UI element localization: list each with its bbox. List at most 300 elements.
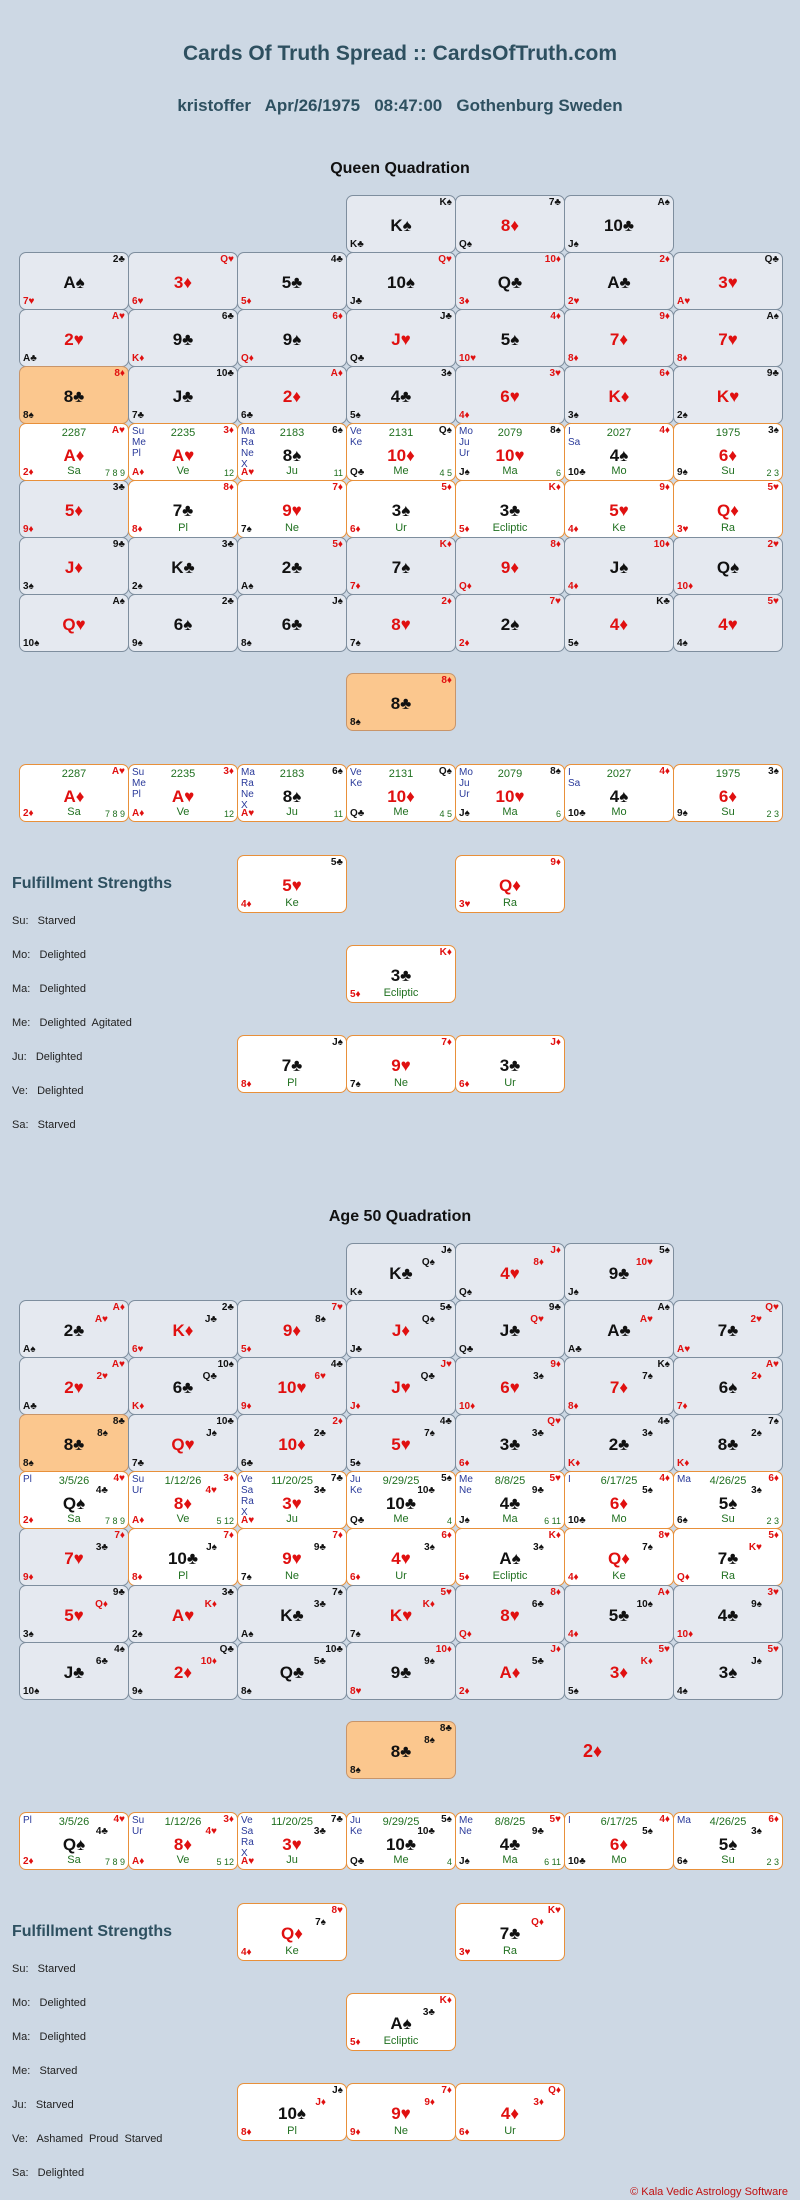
card-cell[interactable] (128, 1812, 238, 1870)
card-cell[interactable] (128, 1300, 238, 1358)
card-cell[interactable] (564, 1243, 674, 1301)
card-cell[interactable] (455, 309, 565, 367)
card-cell[interactable] (346, 1812, 456, 1870)
year-label: 6/17/25 (600, 1475, 638, 1487)
planet-label: Sa (67, 465, 81, 477)
card-cell[interactable] (455, 764, 565, 822)
card-name: 8♦ (173, 1835, 193, 1854)
card-cell[interactable] (346, 764, 456, 822)
corner-card: 10♦ (200, 1656, 217, 1667)
card-cell[interactable] (346, 2083, 456, 2141)
card-cell[interactable] (564, 1357, 674, 1415)
card-name: Q♦ (499, 876, 521, 895)
card-name: A♠ (499, 1549, 521, 1568)
corner-card: 4♥ (205, 1826, 217, 1837)
card-cell[interactable] (346, 1300, 456, 1358)
corner-card: 5♦ (350, 989, 361, 1000)
planet-label: Ur (395, 522, 407, 534)
card-cell[interactable] (455, 1642, 565, 1700)
planet-label: Ve (176, 465, 190, 477)
corner-card: 10♥ (635, 1257, 653, 1268)
corner-card: J♠ (459, 808, 470, 819)
card-cell[interactable] (346, 1642, 456, 1700)
card-cell[interactable] (237, 1471, 347, 1529)
corner-card: Q♠ (438, 425, 452, 436)
card-cell[interactable] (455, 1357, 565, 1415)
card-cell[interactable] (455, 1585, 565, 1643)
corner-card: 4♥ (113, 1814, 125, 1825)
card-cell[interactable] (673, 1414, 783, 1472)
corner-card: Q♦ (677, 1572, 690, 1583)
card-cell[interactable] (19, 1642, 129, 1700)
card-cell[interactable] (564, 309, 674, 367)
card-name: 7♠ (391, 558, 411, 577)
planet-label: Ju (286, 1513, 298, 1525)
card-cell[interactable] (673, 1471, 783, 1529)
queen-quadration-title: Queen Quadration (330, 160, 470, 177)
card-name: 2♥ (64, 330, 84, 349)
card-cell[interactable] (19, 1471, 129, 1529)
card-cell[interactable] (455, 537, 565, 595)
card-cell[interactable] (564, 1812, 674, 1870)
card-cell[interactable] (455, 1035, 565, 1093)
card-name: 8♣ (717, 1435, 739, 1454)
ruling-planets: Ma Ra Ne X (241, 767, 255, 811)
corner-card: 8♠ (350, 717, 361, 728)
card-cell[interactable] (455, 1812, 565, 1870)
fulfillment-row: Mo: Delighted (12, 949, 86, 961)
card-cell[interactable] (673, 1585, 783, 1643)
card-cell[interactable] (455, 2083, 565, 2141)
card-name: 3♣ (390, 966, 412, 985)
corner-card: 3♠ (23, 1629, 34, 1640)
ruling-planets: Ma (677, 1815, 691, 1826)
corner-card: J♠ (332, 2085, 343, 2096)
card-cell[interactable] (673, 309, 783, 367)
extra-card: 2♦ (583, 1741, 603, 1761)
corner-card: 7♦ (350, 581, 361, 592)
planet-label: Ke (285, 1945, 299, 1957)
planet-label: Ne (393, 2125, 409, 2137)
card-cell[interactable] (564, 1300, 674, 1358)
card-cell[interactable] (455, 1528, 565, 1586)
card-cell[interactable] (19, 480, 129, 538)
card-name: 5♥ (609, 501, 629, 520)
corner-card: 4♦ (459, 410, 470, 421)
card-name: 5♣ (608, 1606, 630, 1625)
corner-card: Q♠ (459, 239, 473, 250)
card-cell[interactable] (237, 1528, 347, 1586)
card-name: 4♠ (609, 446, 629, 465)
card-cell[interactable] (128, 1642, 238, 1700)
card-cell[interactable] (237, 764, 347, 822)
corner-card: 3♣ (313, 1485, 326, 1496)
card-cell[interactable] (455, 252, 565, 310)
card-cell[interactable] (128, 764, 238, 822)
corner-card: 7♣ (132, 1458, 145, 1469)
corner-card: J♠ (751, 1656, 762, 1667)
card-name: Q♠ (62, 1835, 86, 1854)
fulfillment-row: Ju: Starved (12, 2099, 74, 2111)
age-label: 4 5 (439, 468, 452, 478)
card-cell[interactable] (564, 594, 674, 652)
card-name: 4♣ (390, 387, 412, 406)
card-cell[interactable] (346, 945, 456, 1003)
card-cell[interactable] (564, 1642, 674, 1700)
card-name: 4♥ (500, 1264, 520, 1283)
card-name: 6♣ (172, 1378, 194, 1397)
corner-card: 10♦ (544, 254, 561, 265)
card-name: 4♦ (500, 2104, 520, 2123)
card-cell[interactable] (346, 1528, 456, 1586)
corner-card: K♦ (132, 353, 145, 364)
card-cell[interactable] (19, 537, 129, 595)
corner-card: J♣ (350, 1344, 363, 1355)
card-cell[interactable] (346, 1414, 456, 1472)
card-cell[interactable] (455, 480, 565, 538)
card-name: A♥ (171, 1606, 195, 1625)
corner-card: K♠ (439, 197, 452, 208)
corner-card: K♠ (350, 1287, 363, 1298)
year-label: 9/29/25 (382, 1816, 420, 1828)
card-name: K♣ (389, 1264, 413, 1283)
card-cell[interactable] (19, 1585, 129, 1643)
corner-card: Q♣ (350, 467, 365, 478)
card-cell[interactable] (237, 1357, 347, 1415)
corner-card: 8♠ (97, 1428, 108, 1439)
card-cell[interactable] (237, 423, 347, 481)
card-cell[interactable] (19, 1357, 129, 1415)
card-cell[interactable] (564, 480, 674, 538)
card-cell[interactable] (673, 537, 783, 595)
card-cell[interactable] (128, 1471, 238, 1529)
year-label: 3/5/26 (58, 1475, 90, 1487)
corner-card: 6♦ (459, 1079, 470, 1090)
card-name: 5♥ (64, 1606, 84, 1625)
planet-label: Ur (395, 1570, 407, 1582)
card-cell[interactable] (19, 1812, 129, 1870)
card-cell[interactable] (237, 1414, 347, 1472)
corner-card: 4♦ (659, 766, 670, 777)
card-name: 10♥ (277, 1378, 307, 1397)
card-name: K♣ (280, 1606, 304, 1625)
corner-card: 5♠ (350, 410, 361, 421)
planet-label: Ra (720, 1570, 736, 1582)
card-cell[interactable] (128, 423, 238, 481)
card-cell[interactable] (346, 537, 456, 595)
card-cell[interactable] (673, 480, 783, 538)
card-cell[interactable] (455, 855, 565, 913)
card-cell[interactable] (455, 423, 565, 481)
card-cell[interactable] (237, 594, 347, 652)
year-label: 6/17/25 (600, 1816, 638, 1828)
card-cell[interactable] (346, 1243, 456, 1301)
corner-card: 5♥ (767, 1644, 779, 1655)
card-name: 9♠ (282, 330, 302, 349)
corner-card: Q♥ (765, 1302, 779, 1313)
corner-card: 3♠ (533, 1542, 544, 1553)
card-cell[interactable] (673, 252, 783, 310)
corner-card: K♥ (748, 1542, 762, 1553)
corner-card: 4♦ (550, 311, 561, 322)
corner-card: 6♥ (132, 296, 144, 307)
card-cell[interactable] (128, 1357, 238, 1415)
fulfillment-row: Me: Starved (12, 2065, 78, 2077)
corner-card: J♣ (204, 1314, 217, 1325)
corner-card: 5♦ (459, 1572, 470, 1583)
card-name: 7♣ (499, 1924, 521, 1943)
card-name: 10♦ (278, 1435, 306, 1454)
corner-card: Q♦ (95, 1599, 108, 1610)
card-cell[interactable] (673, 1642, 783, 1700)
card-cell[interactable] (237, 1642, 347, 1700)
card-cell[interactable] (128, 252, 238, 310)
year-label: 8/8/25 (494, 1816, 526, 1828)
year-label: 2235 (170, 768, 196, 780)
age50-quadration-title: Age 50 Quadration (328, 1208, 472, 1225)
ruling-planets: Ve Sa Ra X (241, 1815, 254, 1859)
card-cell[interactable] (237, 1300, 347, 1358)
year-label: 2287 (61, 427, 87, 439)
corner-card: 8♥ (331, 1905, 343, 1916)
card-cell[interactable] (455, 1300, 565, 1358)
card-name: 2♣ (63, 1321, 85, 1340)
card-name: Q♠ (62, 1494, 86, 1513)
corner-card: K♦ (640, 1656, 653, 1667)
card-name: 8♣ (390, 1742, 412, 1761)
corner-card: 8♦ (568, 1401, 579, 1412)
corner-card: 3♦ (223, 1814, 234, 1825)
card-cell[interactable] (346, 480, 456, 538)
card-cell[interactable] (237, 309, 347, 367)
corner-card: 9♣ (766, 368, 779, 379)
card-name: 6♦ (609, 1835, 629, 1854)
card-name: 7♣ (717, 1321, 739, 1340)
card-cell[interactable] (455, 594, 565, 652)
card-cell[interactable] (673, 423, 783, 481)
corner-card: 9♦ (23, 524, 34, 535)
card-cell[interactable] (346, 423, 456, 481)
card-cell[interactable] (346, 673, 456, 731)
card-cell[interactable] (564, 1471, 674, 1529)
card-cell[interactable] (346, 1471, 456, 1529)
card-cell[interactable] (19, 252, 129, 310)
card-cell[interactable] (128, 366, 238, 424)
card-cell[interactable] (19, 1300, 129, 1358)
card-cell[interactable] (237, 1903, 347, 1961)
corner-card: 9♠ (132, 1686, 143, 1697)
card-name: J♥ (391, 1378, 411, 1397)
card-cell[interactable] (346, 309, 456, 367)
card-cell[interactable] (346, 1357, 456, 1415)
card-name: 10♣ (385, 1494, 417, 1513)
corner-card: 3♣ (531, 1428, 544, 1439)
year-label: 2235 (170, 427, 196, 439)
card-cell[interactable] (19, 366, 129, 424)
corner-card: 3♠ (568, 410, 579, 421)
corner-card: 4♦ (659, 1473, 670, 1484)
card-cell[interactable] (673, 594, 783, 652)
corner-card: 7♦ (332, 1530, 343, 1541)
corner-card: K♦ (439, 947, 452, 958)
card-cell[interactable] (455, 1414, 565, 1472)
card-cell[interactable] (455, 1903, 565, 1961)
card-cell[interactable] (673, 1528, 783, 1586)
card-name: A♦ (63, 446, 85, 465)
card-cell[interactable] (19, 594, 129, 652)
card-cell[interactable] (346, 195, 456, 253)
card-name: 10♠ (387, 273, 415, 292)
corner-card: 9♣ (531, 1826, 544, 1837)
card-name: K♦ (172, 1321, 194, 1340)
corner-card: K♣ (656, 596, 670, 607)
card-cell[interactable] (19, 309, 129, 367)
card-cell[interactable] (346, 366, 456, 424)
card-name: 3♥ (282, 1835, 302, 1854)
corner-card: A♣ (568, 1344, 582, 1355)
card-cell[interactable] (19, 764, 129, 822)
card-cell[interactable] (346, 1721, 456, 1779)
corner-card: 9♦ (350, 2127, 361, 2138)
card-cell[interactable] (128, 537, 238, 595)
card-cell[interactable] (455, 366, 565, 424)
corner-card: 2♥ (96, 1371, 108, 1382)
planet-label: Ma (502, 1854, 518, 1866)
card-name: A♠ (390, 2014, 412, 2033)
card-name: 6♦ (609, 1494, 629, 1513)
corner-card: 7♠ (350, 1079, 361, 1090)
card-cell[interactable] (237, 366, 347, 424)
card-name: 5♠ (500, 330, 520, 349)
card-cell[interactable] (237, 1585, 347, 1643)
corner-card: 9♦ (424, 2097, 435, 2108)
card-cell[interactable] (128, 594, 238, 652)
card-cell[interactable] (128, 1585, 238, 1643)
card-cell[interactable] (19, 1414, 129, 1472)
corner-card: 5♥ (767, 482, 779, 493)
card-cell[interactable] (237, 480, 347, 538)
corner-card: A♣ (23, 1401, 37, 1412)
corner-card: 3♠ (441, 368, 452, 379)
card-cell[interactable] (673, 1812, 783, 1870)
corner-card: 2♠ (677, 410, 688, 421)
corner-card: 9♦ (550, 857, 561, 868)
card-cell[interactable] (346, 594, 456, 652)
card-name: 8♠ (282, 446, 302, 465)
corner-card: 3♠ (768, 766, 779, 777)
corner-card: Q♠ (421, 1257, 435, 1268)
card-name: Q♥ (62, 615, 86, 634)
corner-card: 10♣ (568, 1856, 586, 1867)
corner-card: J♠ (568, 1287, 579, 1298)
card-cell[interactable] (346, 252, 456, 310)
corner-card: A♠ (766, 311, 779, 322)
age-label: 4 (446, 1857, 452, 1867)
corner-card: 4♥ (205, 1485, 217, 1496)
corner-card: 10♦ (459, 1401, 476, 1412)
age-label: 4 5 (439, 809, 452, 819)
corner-card: 4♣ (95, 1826, 108, 1837)
card-name: 10♦ (387, 787, 415, 806)
card-cell[interactable] (455, 195, 565, 253)
corner-card: J♠ (459, 467, 470, 478)
card-cell[interactable] (564, 1528, 674, 1586)
corner-card: 5♥ (767, 596, 779, 607)
card-cell[interactable] (564, 537, 674, 595)
corner-card: 3♣ (221, 539, 234, 550)
corner-card: 3♠ (533, 1371, 544, 1382)
corner-card: 9♣ (548, 1302, 561, 1313)
card-cell[interactable] (455, 1471, 565, 1529)
fulfillment-row: Ju: Delighted (12, 1051, 83, 1063)
card-cell[interactable] (237, 537, 347, 595)
card-cell[interactable] (564, 195, 674, 253)
corner-card: Q♣ (764, 254, 779, 265)
corner-card: 9♠ (751, 1599, 762, 1610)
card-cell[interactable] (346, 1585, 456, 1643)
corner-card: 3♣ (221, 1587, 234, 1598)
corner-card: K♦ (204, 1599, 217, 1610)
card-name: 7♣ (717, 1549, 739, 1568)
card-name: 4♦ (609, 615, 629, 634)
corner-card: 8♠ (23, 1458, 34, 1469)
card-cell[interactable] (564, 1414, 674, 1472)
corner-card: A♥ (241, 467, 255, 478)
corner-card: 6♦ (332, 311, 343, 322)
card-cell[interactable] (346, 1993, 456, 2051)
card-cell[interactable] (237, 252, 347, 310)
card-cell[interactable] (564, 252, 674, 310)
card-name: 4♥ (718, 615, 738, 634)
card-cell[interactable] (564, 764, 674, 822)
card-cell[interactable] (128, 1414, 238, 1472)
corner-card: K♦ (548, 482, 561, 493)
age-label: 12 (223, 468, 234, 478)
card-cell[interactable] (128, 309, 238, 367)
card-cell[interactable] (128, 480, 238, 538)
corner-card: J♠ (459, 1856, 470, 1867)
corner-card: 10♦ (677, 1629, 694, 1640)
corner-card: Q♦ (459, 581, 472, 592)
card-cell[interactable] (673, 366, 783, 424)
card-name: 10♣ (385, 1835, 417, 1854)
card-cell[interactable] (237, 1035, 347, 1093)
card-cell[interactable] (19, 423, 129, 481)
card-cell[interactable] (128, 1528, 238, 1586)
card-cell[interactable] (673, 764, 783, 822)
card-cell[interactable] (564, 1585, 674, 1643)
card-cell[interactable] (564, 423, 674, 481)
year-label: 11/20/25 (270, 1816, 313, 1828)
corner-card: A♥ (111, 425, 125, 436)
copyright-footer: © Kala Vedic Astrology Software (630, 2186, 788, 2198)
card-cell[interactable] (564, 366, 674, 424)
card-cell[interactable] (673, 1357, 783, 1415)
card-cell[interactable] (237, 855, 347, 913)
card-cell[interactable] (19, 1528, 129, 1586)
corner-card: 6♣ (241, 410, 254, 421)
age-label: 7 8 9 (104, 1857, 125, 1867)
card-cell[interactable] (346, 1035, 456, 1093)
card-cell[interactable] (673, 1300, 783, 1358)
corner-card: 5♦ (350, 2037, 361, 2048)
card-cell[interactable] (237, 1812, 347, 1870)
corner-card: K♦ (568, 1458, 581, 1469)
card-name: 5♥ (282, 876, 302, 895)
card-cell[interactable] (455, 1243, 565, 1301)
corner-card: 5♠ (568, 638, 579, 649)
card-cell[interactable] (237, 2083, 347, 2141)
